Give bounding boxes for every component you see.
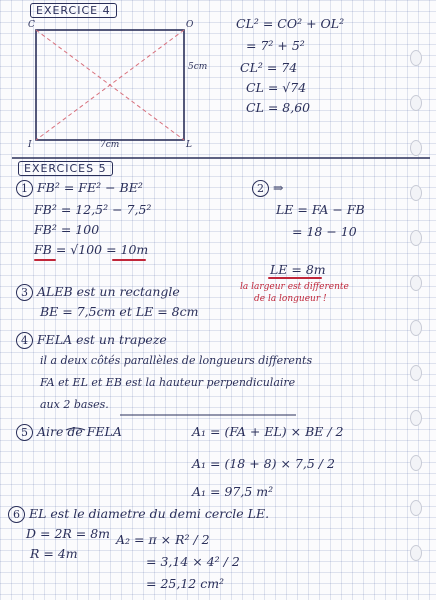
q5-line-3: A₁ = (18 + 8) × 7,5 / 2 bbox=[192, 456, 335, 471]
q4-line-1 bbox=[16, 332, 167, 349]
q3-line-2: BE = 7,5cm et LE = 8cm bbox=[40, 304, 199, 319]
q2-note-1: la largeur est differente bbox=[240, 282, 349, 292]
q6-line-5: = 3,14 × 4² / 2 bbox=[146, 554, 240, 569]
vertex-o-label: O bbox=[186, 20, 194, 30]
q2-text-1: ⇒ bbox=[273, 180, 284, 195]
q1-line-2: FB² = 12,5² − 7,5² bbox=[34, 202, 152, 217]
q1-line-1 bbox=[16, 180, 143, 197]
q4-number: 4 bbox=[16, 332, 33, 349]
q5-line-1 bbox=[16, 424, 122, 441]
ex4-line-2: = 7² + 5² bbox=[246, 38, 305, 53]
q5-line-4: A₁ = 97,5 m² bbox=[192, 484, 274, 499]
exercises-5-title: EXERCICES 5 bbox=[18, 161, 113, 176]
ex4-line-1: CL² = CO² + OL² bbox=[236, 16, 345, 31]
q2-line-2: LE = FA − FB bbox=[276, 202, 365, 217]
q1-line-4: FB = √100 = 10m bbox=[34, 242, 149, 257]
ex4-line-3: CL² = 74 bbox=[240, 60, 298, 75]
q6-text-1: EL est le diametre du demi cercle LE. bbox=[29, 506, 270, 521]
q3-number: 3 bbox=[16, 284, 33, 301]
q4-line-4: aux 2 bases. bbox=[40, 398, 109, 411]
exercise-4-title: EXERCICE 4 bbox=[30, 3, 117, 18]
q1-red-underline bbox=[112, 259, 146, 261]
q1-number: 1 bbox=[16, 180, 33, 197]
q2-line-3: = 18 − 10 bbox=[292, 224, 357, 239]
q6-line-3: R = 4m bbox=[30, 546, 78, 561]
q5-number: 5 bbox=[16, 424, 33, 441]
q3-line-1 bbox=[16, 284, 180, 301]
q6-number: 6 bbox=[8, 506, 25, 523]
q4-line-2: il a deux côtés parallèles de longueurs differents bbox=[40, 354, 313, 367]
q5-line-2: A₁ = (FA + EL) × BE / 2 bbox=[192, 424, 344, 439]
q2-red-underline bbox=[268, 277, 322, 279]
q1-text-1: FB² = FE² − BE² bbox=[37, 180, 143, 195]
q4-text-1: FELA est un trapeze bbox=[37, 332, 167, 347]
side-7cm-label: 7cm bbox=[100, 140, 120, 150]
q5-text-1: Aire de FELA bbox=[37, 424, 122, 439]
vertex-c-label: C bbox=[28, 20, 35, 30]
q4-line-3: FA et EL et EB est la hauteur perpendiculaire bbox=[40, 376, 296, 389]
side-5cm-label: 5cm bbox=[188, 62, 208, 72]
q1-red-underline bbox=[34, 259, 56, 261]
q2-line-4: LE = 8m bbox=[270, 262, 326, 277]
vertex-i-label: I bbox=[28, 140, 32, 150]
ex4-line-4: CL = √74 bbox=[246, 80, 307, 95]
q6-line-6: = 25,12 cm² bbox=[146, 576, 225, 591]
q6-line-4: A₂ = π × R² / 2 bbox=[116, 532, 210, 547]
q2-line-1 bbox=[252, 180, 283, 197]
q6-line-1 bbox=[8, 506, 269, 523]
ex4-line-5: CL = 8,60 bbox=[246, 100, 311, 115]
q6-line-2: D = 2R = 8m bbox=[26, 526, 111, 541]
q1-line-3: FB² = 100 bbox=[34, 222, 100, 237]
q2-number: 2 bbox=[252, 180, 269, 197]
vertex-l-label: L bbox=[186, 140, 192, 150]
q3-text-1: ALEB est un rectangle bbox=[37, 284, 180, 299]
q2-note-2: de la longueur ! bbox=[254, 294, 327, 304]
